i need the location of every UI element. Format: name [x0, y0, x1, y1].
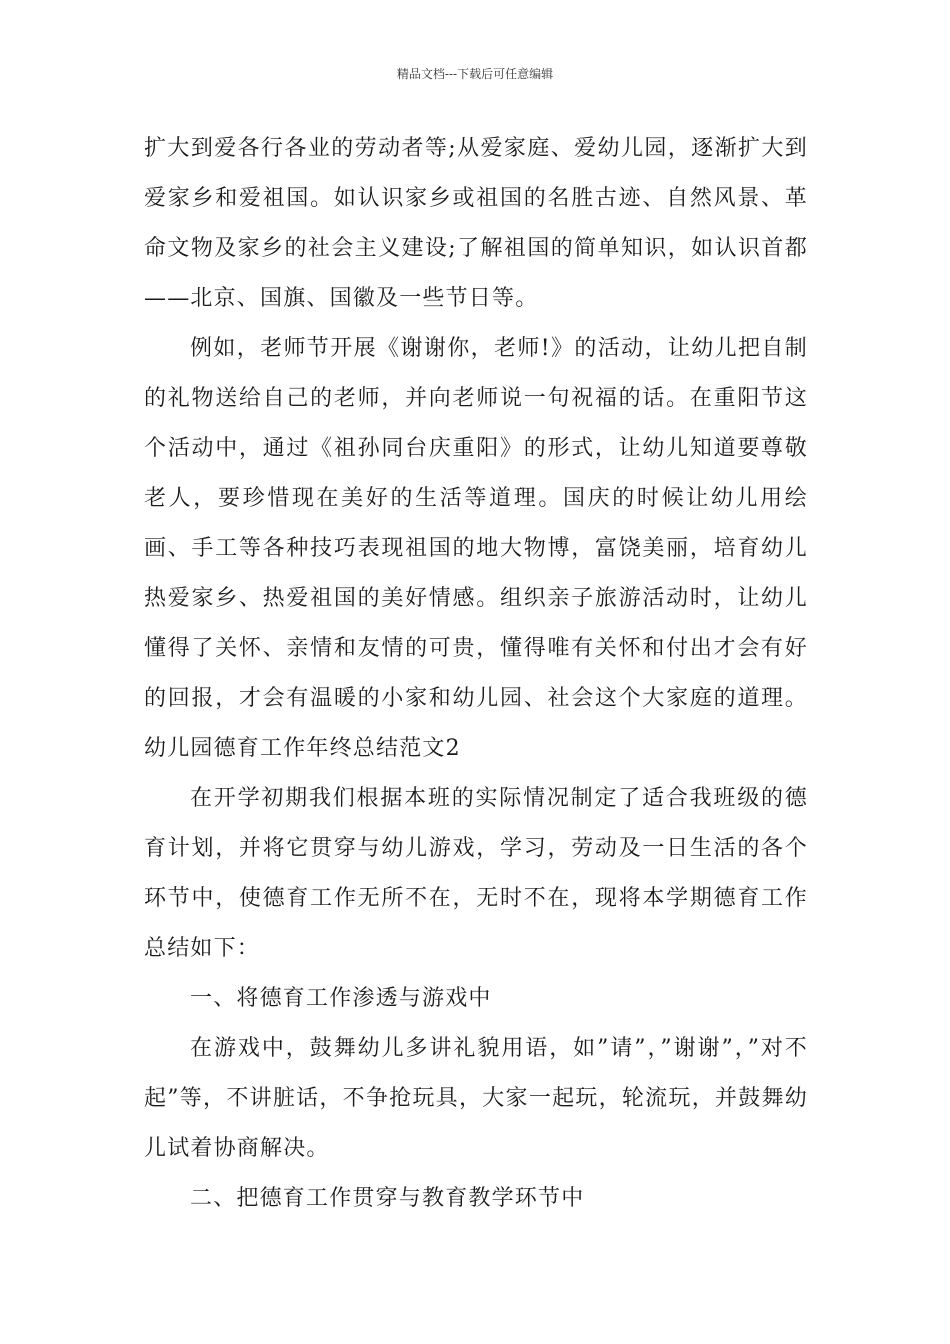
paragraph-4: 在游戏中，鼓舞幼儿多讲礼貌用语，如”请”，”谢谢”，”对不起”等，不讲脏话，不争抢玩具，大家一起玩，轮流玩，并鼓舞幼儿试着协商解决。 [144, 1036, 808, 1161]
section-heading-1: 一、将德育工作渗透与游戏中 [190, 986, 492, 1011]
document-body [144, 124, 808, 1224]
paragraph-3: 在开学初期我们根据本班的实际情况制定了适合我班级的德育计划，并将它贯穿与幼儿游戏，学习，劳动及一日生活的各个环节中，使德育工作无所不在，无时不在，现将本学期德育工作总结如下： [144, 786, 808, 961]
section-heading-2: 二、把德育工作贯穿与教育教学环节中 [190, 1186, 585, 1211]
page-header: 精品文档---下载后可任意编辑 [396, 67, 554, 81]
paragraph-1: 扩大到爱各行各业的劳动者等;从爱家庭、爱幼儿园，逐渐扩大到爱家乡和爱祖国。如认识家乡或祖国的名胜古迹、自然风景、革命文物及家乡的社会主义建设;了解祖国的简单知识，如认识首都——北京、国旗、国徽及一些节日等。 [144, 136, 808, 311]
paragraph-2: 例如，老师节开展《谢谢你，老师!》的活动，让幼儿把自制的礼物送给自己的老师，并向老师说一句祝福的话。在重阳节这个活动中，通过《祖孙同台庆重阳》的形式，让幼儿知道要尊敬老人，要珍惜现在美好的生活等道理。国庆的时候让幼儿用绘画、手工等各种技巧表现祖国的地大物博，富饶美丽，培育幼儿热爱家乡、热爱祖国的美好情感。组织亲子旅游活动时，让幼儿懂得了关怀、亲情和友情的可贵，懂得唯有关怀和付出才会有好的回报，才会有温暖的小家和幼儿园、社会这个大家庭的道理。幼儿园德育工作年终总结范文2 [144, 336, 808, 761]
